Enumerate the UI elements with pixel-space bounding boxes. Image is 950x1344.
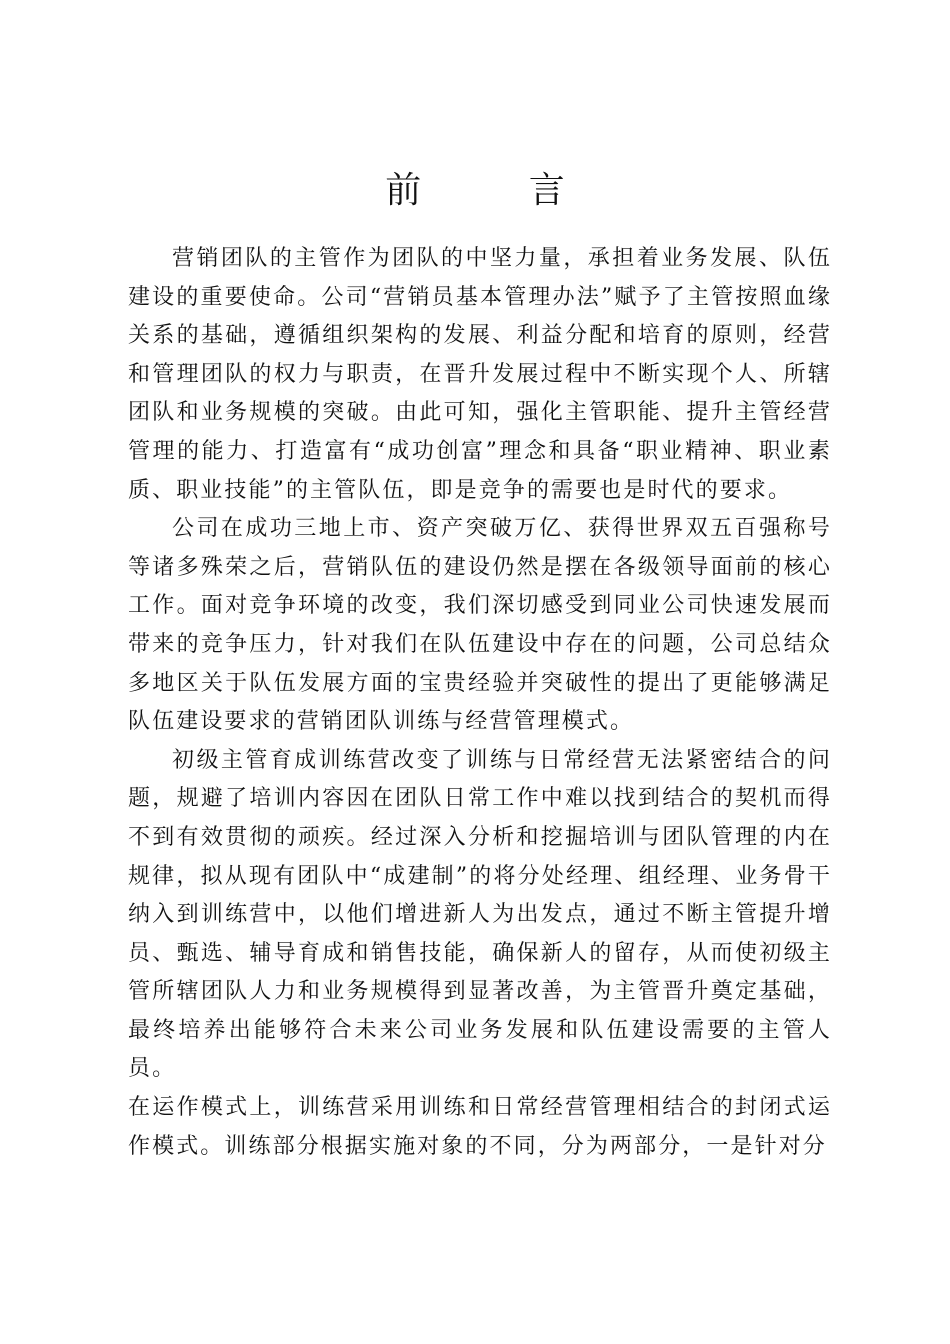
body-text <box>128 240 832 1166</box>
paragraph-4: 在运作模式上，训练营采用训练和日常经营管理相结合的封闭式运作模式。训练部分根据实施对象的不同，分为两部分，一是针对分 <box>128 1095 832 1159</box>
paragraph-3: 初级主管育成训练营改变了训练与日常经营无法紧密结合的问题，规避了培训内容因在团队日常工作中难以找到结合的契机而得不到有效贯彻的顽疾。经过深入分析和挖掘培训与团队管理的内在规律，拟从现有团队中“成建制”的将分处经理、组经理、业务骨干纳入到训练营中，以他们增进新人为出发点，通过不断主管提升增员、甄选、辅导育成和销售技能，确保新人的留存，从而使初级主管所辖团队人力和业务规模得到显著改善，为主管晋升奠定基础，最终培养出能够符合未来公司业务发展和队伍建设需要的主管人员。 <box>128 747 832 1082</box>
paragraph-1: 营销团队的主管作为团队的中坚力量，承担着业务发展、队伍建设的重要使命。公司“营销员基本管理办法”赋予了主管按照血缘关系的基础，遵循组织架构的发展、利益分配和培育的原则，经营和管理团队的权力与职责，在晋升发展过程中不断实现个人、所辖团队和业务规模的突破。由此可知，强化主管职能、提升主管经营管理的能力、打造富有“成功创富”理念和具备“职业精神、职业素质、职业技能”的主管队伍，即是竞争的需要也是时代的要求。 <box>128 246 832 503</box>
paragraph-2: 公司在成功三地上市、资产突破万亿、获得世界双五百强称号等诸多殊荣之后，营销队伍的建设仍然是摆在各级领导面前的核心工作。面对竞争环境的改变，我们深切感受到同业公司快速发展而带来的竞争压力，针对我们在队伍建设中存在的问题，公司总结众多地区关于队伍发展方面的宝贵经验并突破性的提出了更能够满足队伍建设要求的营销团队训练与经营管理模式。 <box>128 516 832 735</box>
page-title: 前 言 <box>385 170 613 211</box>
